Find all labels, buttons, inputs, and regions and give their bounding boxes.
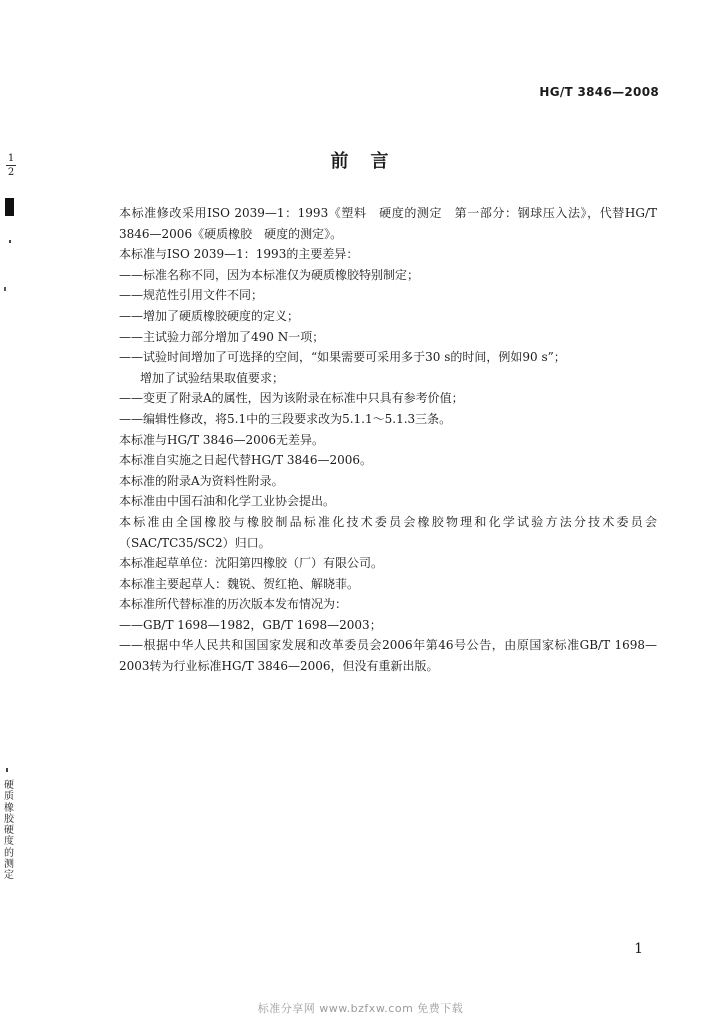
watermark: 标准分享网 www.bzfxw.com 免费下载 [257,1002,464,1015]
list-item: ——根据中华人民共和国国家发展和改革委员会2006年第46号公告，由原国家标准GB/T 1698—2003转为行业标准HG/T 3846—2006，但没有重新出版。 [119,638,657,674]
margin-fraction-numerator: 1 [7,153,15,164]
paragraph: 本标准所代替标准的历次版本发布情况为： [119,597,348,612]
margin-fraction-denominator: 2 [7,167,15,178]
paragraph: 本标准与ISO 2039—1：1993的主要差异： [119,247,359,262]
margin-speck [9,240,11,243]
list-item: ——规范性引用文件不同； [119,288,264,303]
margin-speck [6,768,8,772]
paragraph: 本标准起草单位：沈阳第四橡胶（厂）有限公司。 [119,556,384,571]
list-item: ——增加了硬质橡胶硬度的定义； [119,308,300,323]
list-item: ——试验时间增加了可选择的空间，“如果需要可采用多于30 s的时间，例如90 s”； [119,350,566,365]
page-number: 1 [634,941,643,957]
list-item: ——主试验力部分增加了490 N一项； [119,329,325,344]
margin-black-mark [5,198,14,216]
paragraph: 本标准由中国石油和化学工业协会提出。 [119,494,336,509]
paragraph: 本标准由全国橡胶与橡胶制品标准化技术委员会橡胶物理和化学试验方法分技术委员会（SAC/TC35/SC2）归口。 [119,514,657,550]
paragraph: 本标准的附录A为资料性附录。 [119,473,284,488]
list-item: ——GB/T 1698—1982，GB/T 1698—2003； [119,617,382,632]
standard-number: HG/T 3846—2008 [539,85,659,99]
margin-speck [4,287,6,291]
list-item-continuation: 增加了试验结果取值要求； [140,370,285,385]
spine-title: 硬质橡胶硬度的测定 [4,780,14,882]
paragraph: 本标准主要起草人：魏锐、贺红艳、解晓菲。 [119,576,360,591]
list-item: ——变更了附录A的属性，因为该附录在标准中只具有参考价值； [119,391,464,406]
page-title: 前言 [330,151,411,172]
paragraph: 本标准自实施之日起代替HG/T 3846—2006。 [119,453,372,468]
list-item: ——编辑性修改，将5.1中的三段要求改为5.1.1～5.1.3三条。 [119,411,452,426]
paragraph: 本标准修改采用ISO 2039—1：1993《塑料 硬度的测定 第一部分：钢球压入法》，代替HG/T 3846—2006《硬质橡胶 硬度的测定》。 [119,206,657,241]
foreword-body [94,203,657,677]
list-item: ——标准名称不同，因为本标准仅为硬质橡胶特别制定； [119,267,420,282]
paragraph: 本标准与HG/T 3846—2006无差异。 [119,432,324,447]
